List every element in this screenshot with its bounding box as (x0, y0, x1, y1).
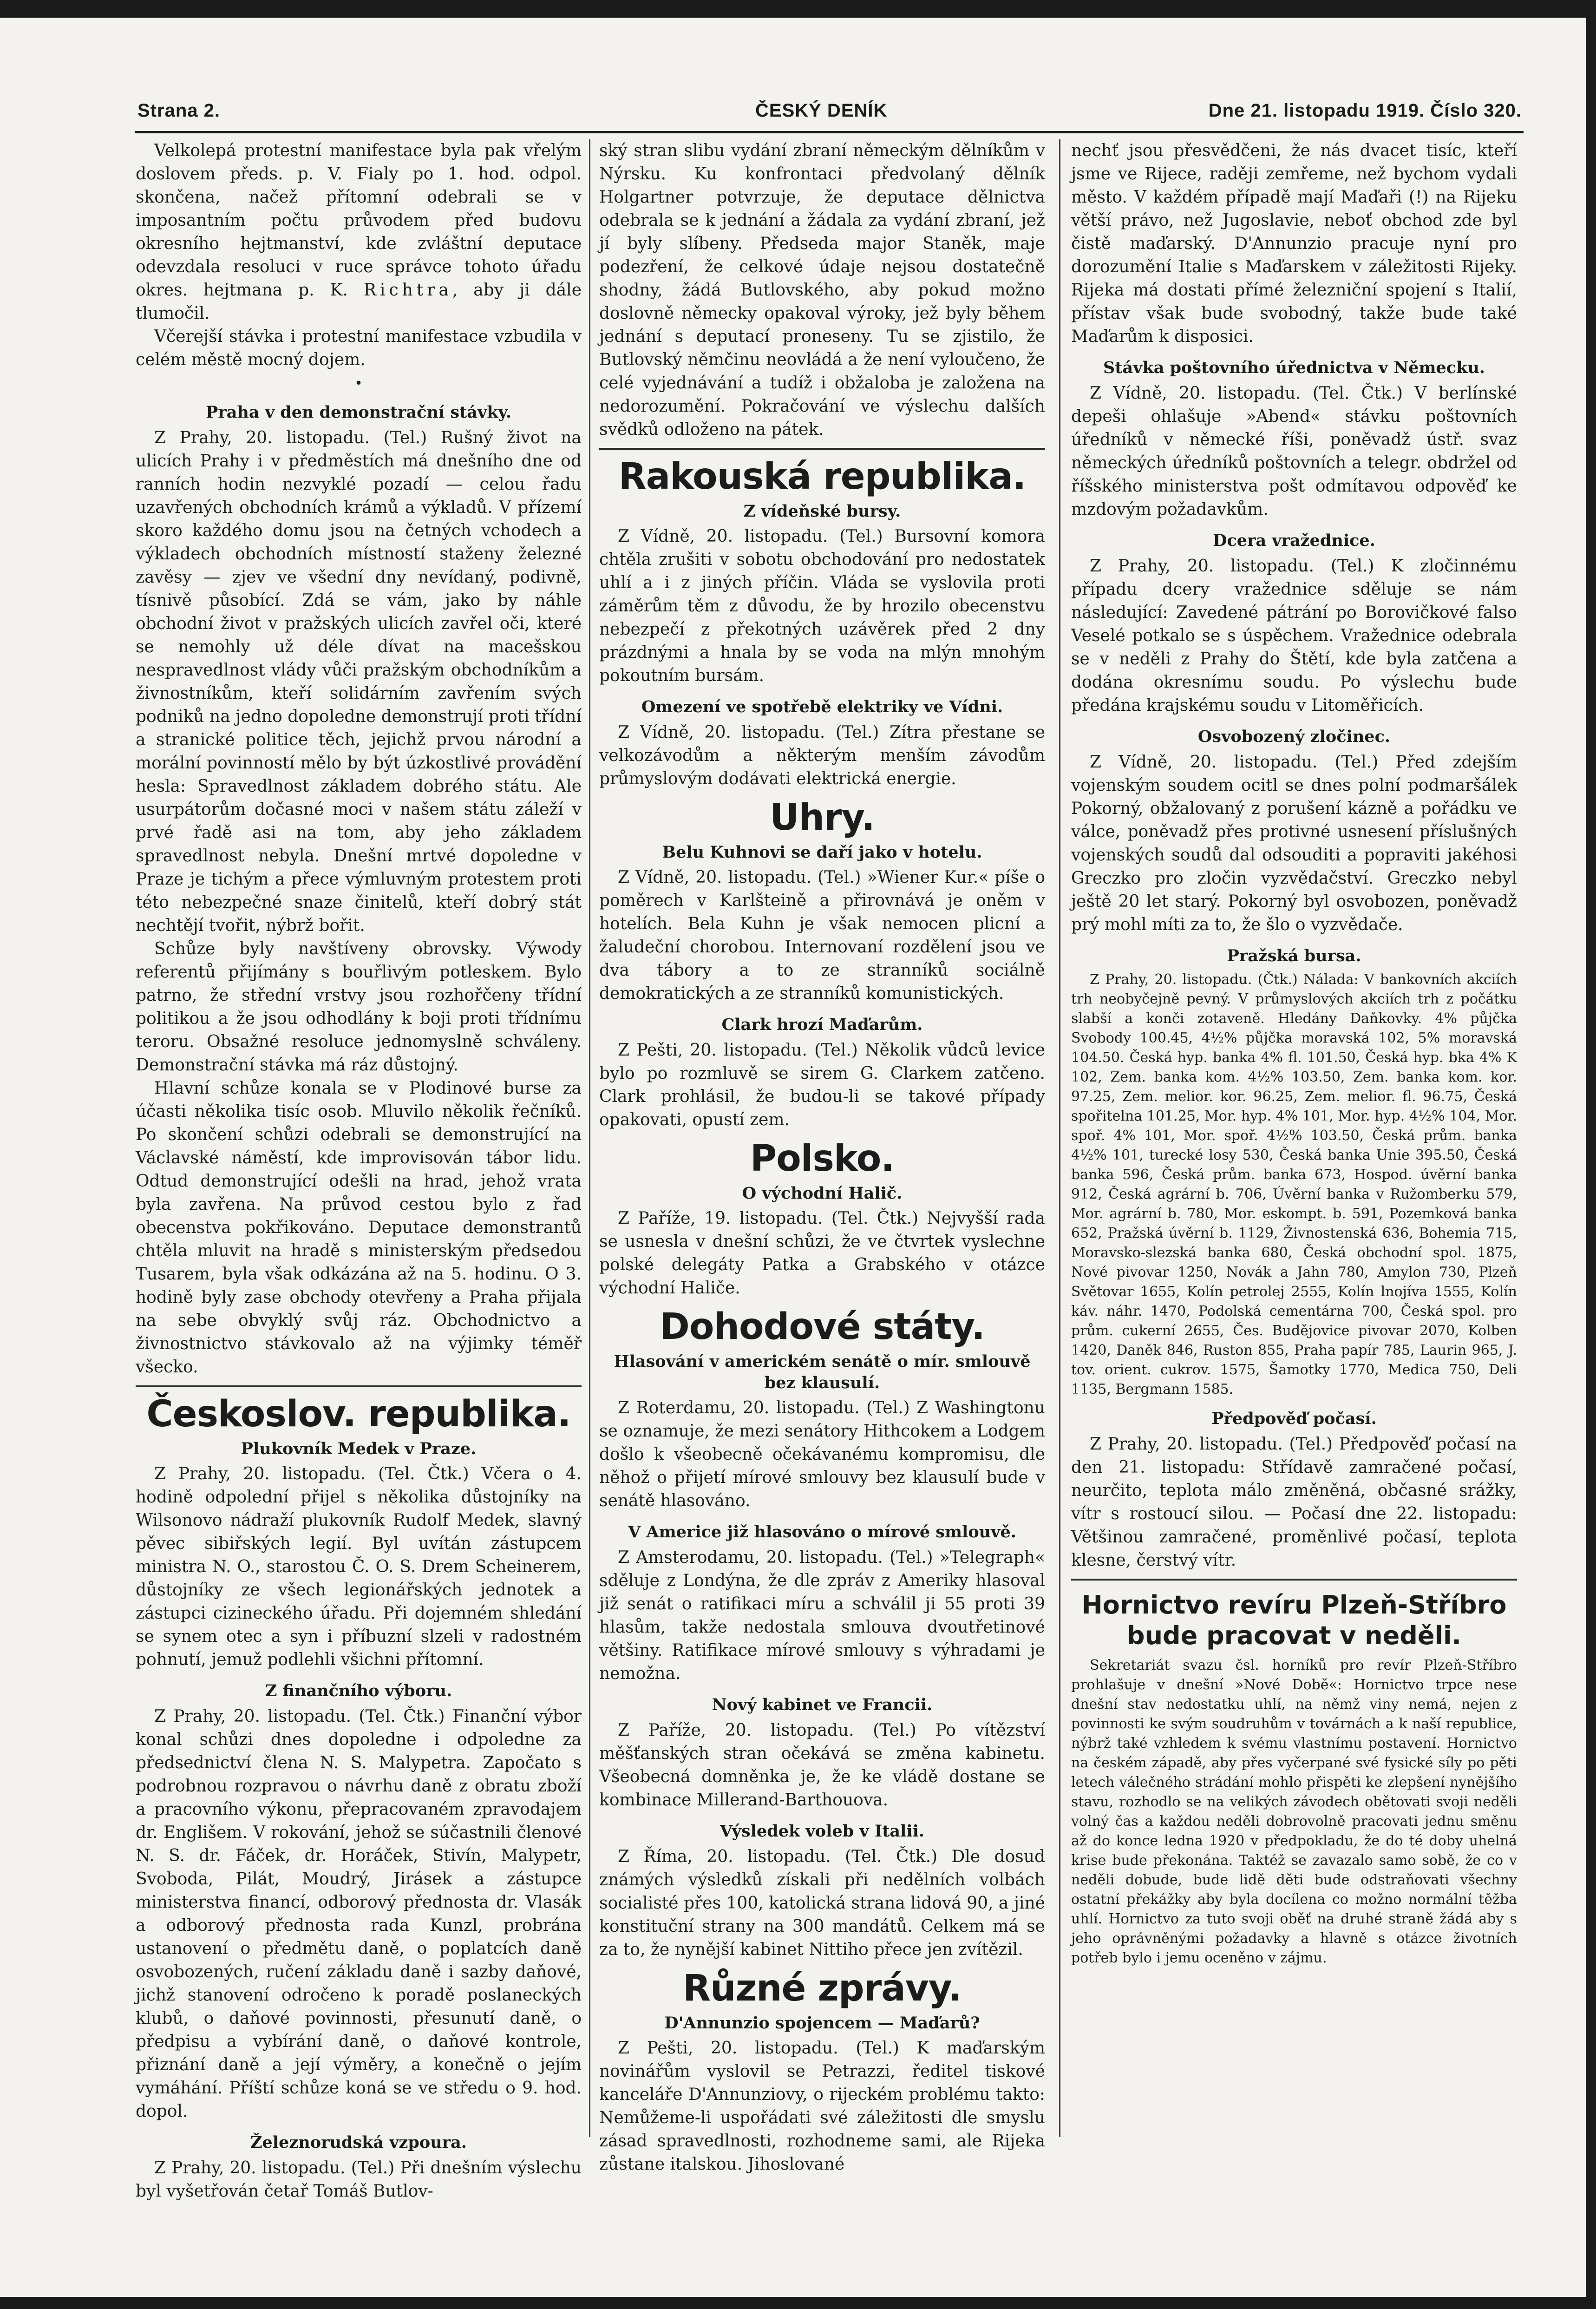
headline-medek: Plukovník Medek v Praze. (241, 1439, 477, 1458)
section-title-rakouska-republika: Rakouská republika. (618, 456, 1026, 498)
section-title-polsko: Polsko. (750, 1138, 894, 1180)
column-1 (136, 139, 582, 2203)
section-title-dohodove-staty: Dohodové státy. (660, 1306, 985, 1348)
article-paragraph: ský stran slibu vydání zbraní německým dělníkům v Nýrsku. Ku konfrontaci předvolaný dělník Holgartner potvrzuje, že deputace dělnictva odebrala se k jednání a žádala za vydání zbraní, jež jí byly slíbeny. Předseda major Staněk, maje podezření, že celkové údaje nejsou dostatečně shodny, žádá Butlovského, aby pokud možno doslovně německy opakoval výroky, jež byly během jednání s deputací proneseny. Tu se zjistilo, že Butlovský němčinu neovládá a že není vyloučeno, že celé vyjednávání a tudíž i obžaloba je založena na nedorozumění. Pokračování ve výslechu dalších svědků odloženo na pátek. (599, 141, 1045, 439)
headline-predpoved-pocasi: Předpověď počasí. (1211, 1409, 1377, 1428)
section-title-ceskoslov-republika: Českoslov. republika. (146, 1393, 571, 1435)
headline-volby-italie: Výsledek voleb v Italii. (720, 1822, 925, 1841)
article-paragraph: Z Prahy, 20. listopadu. (Tel.) Rušný život na ulicích Prahy i v předměstích má dnešního dne od ranních hodin nezvyklé pozadí — celou řadu uzavřených obchodních krámů a výkladů. V přízemí skoro každého domu jsou na četných vchodech a výkladech obchodních místností staženy železné zavěsy — zjev ve všední dny nevídaný, podivně, tísnivě působící. Zdá se vám, jako by náhle obchodní život v pražských ulicích zavřel oči, které se nemohly už déle dívat na macešskou nespravedlnost vlády vůči pražským obchodníkům a živnostníkům, kteří solidárním zavřením svých podniků na jedno dopoledne demonstrují proti třídní a stranické politice těch, jejichž prvou národní a morální povinností mělo by být úzkostlivé provádění hesla: Spravedlnost základem dobrého státu. Ale usurpátorům dočasné moci v našem státu záleží v prvé řadě asi na tom, aby jeho základem spravedlnost nebyla. Dnešní mrtvé dopoledne v Praze je tichým a přece výmluvným protestem proti této nebezpečné snaze činitelů, kteří dobrý stát nechtějí tvořit, nýbrž bořit. (136, 428, 582, 935)
headline-financni-vybor: Z finančního výboru. (265, 1681, 452, 1700)
headline-videnska-bursa: Z vídeňské bursy. (743, 502, 901, 521)
article-paragraph: Z Pešti, 20. listopadu. (Tel.) Několik vůdců levice bylo po rozmluvě se sirem G. Clarkem zatčeno. Clark prohlásil, že budou-li se takové případy opakovati, opustí zem. (599, 1041, 1045, 1129)
headline-hlasovani-senat: Hlasování v americkém senátě o mír. smlouvě bez klausulí. (614, 1352, 1031, 1392)
article-paragraph: Z Prahy, 20. listopadu. (Tel. Čtk.) Včera o 4. hodině odpolední přijel s několika důstojníky na Wilsonovo nádraží plukovník Rudolf Medek, slavný pěvec sibiřských legií. Byl uvítán zástupcem ministra N. O., starostou Č. O. S. Drem Scheinerem, důstojníky ze všech legionářských jednotek a zástupci cizineckého úřadu. Při dojemném shledání se synem otec a syn i příbuzní slzeli v radostném pohnutí, jemuž podlehli všichni přítomní. (136, 1464, 582, 1669)
section-title-ruzne-zpravy: Různé zprávy. (682, 1968, 962, 2009)
article-paragraph: Z Paříže, 19. listopadu. (Tel. Čtk.) Nejvyšší rada se usnesla v dnešní schůzi, že ve čtvrtek vyslechne polské delegáty Patka a Grabského v otázce východní Haliče. (599, 1209, 1045, 1298)
article-paragraph: Z Pešti, 20. listopadu. (Tel.) K maďarským novinářům vyslovil se Petrazzi, ředitel tiskové kanceláře D'Annunziovy, o rijeckém problému takto: Nemůžeme-li uspořádati své záležitosti dle smyslu zásad spravedlnosti, rozhodneme sami, ale Rijeka zůstane italskou. Jihoslované (599, 2039, 1045, 2174)
headline-dannunzio: D'Annunzio spojencem — Maďarů? (664, 2014, 980, 2033)
header-rule (135, 131, 1524, 133)
headline-omezeni-elektriky: Omezení ve spotřebě elektriky ve Vídni. (641, 697, 1003, 716)
issue-date: Dne 21. listopadu 1919. Číslo 320. (1208, 100, 1522, 121)
article-paragraph: Z Říma, 20. listopadu. (Tel. Čtk.) Dle dosud známých výsledků získali při nedělních volbách socialisté přes 100, katolická strana lidová 90, a jiné konstituční strany na 300 mandátů. Celkem má se za to, že nynější kabinet Nittiho přece jen zvítězil. (599, 1847, 1045, 1959)
article-paragraph: Z Prahy, 20. listopadu. (Tel.) K zločinnému případu dcery vražednice sděluje se nám následující: Zavedené pátrání po Borovičkové falso Veselé potkalo se s úspěchem. Vražednice odebrala se v neděli z Prahy do Štětí, kde byla zatčena a dodána okresnímu soudu. Po výslechu bude předána krajskému soudu v Litoměřicích. (1071, 557, 1517, 715)
headline-prazska-bursa: Pražská bursa. (1227, 946, 1361, 965)
column-divider-1 (589, 139, 590, 2137)
headline-dcera-vrazednice: Dcera vražednice. (1213, 531, 1375, 550)
section-rule (599, 448, 1045, 450)
article-paragraph: Z Prahy, 20. listopadu. (Tel.) Předpověď počasí na den 21. listopadu: Střídavě zamračené počasí, neurčito, teplota málo změněná, občasné srážky, vítr s rostoucí silou. — Počasí dne 22. listopadu: Většinou zamračené, proměnlivé počasí, teplota klesne, čerstvý vítr. (1071, 1435, 1517, 1570)
section-title-uhry: Uhry. (770, 797, 875, 839)
headline-bela-kuhn: Belu Kuhnovi se daří jako v hotelu. (662, 843, 982, 862)
scan-edge-top (0, 0, 1596, 18)
headline-amerika-hlasovano: V Americe již hlasováno o mírové smlouvě. (628, 1522, 1016, 1542)
article-paragraph: Z Prahy, 20. listopadu. (Tel.) Při dnešním výslechu byl vyšetřován četař Tomáš Butlov- (136, 2158, 582, 2201)
article-paragraph: nechť jsou přesvědčeni, že nás dvacet tisíc, kteří jsme ve Rijece, raději zemřeme, než bychom vydali město. V každém případě mají Maďaři (!) na Rijeku větší právo, než Jugoslavie, neboť obchod zde byl čistě maďarský. D'Annunzio pracuje nyní pro dorozumění Italie s Maďarskem v záležitosti Rijeky. Rijeka má dostati přímé železniční spojení s Italií, přístav však bude svobodný, takže bude také Maďarům k disposici. (1071, 141, 1517, 346)
article-paragraph: Z Vídně, 20. listopadu. (Tel. Čtk.) V berlínské depeši ohlašuje »Abend« stávku poštovních úředníků v německé říši, poněvadž ústř. svaz německých úředníků poštovních a telegr. obdržel od říšského ministerstva pošt odmítavou odpověď ke mzdovým požadavkům. (1071, 384, 1517, 519)
column-divider-2 (1059, 139, 1060, 2137)
article-paragraph: Z Vídně, 20. listopadu. (Tel.) Zítra přestane se velkozávodům a některým menším závodům průmyslovým dodávati elektrická energie. (599, 723, 1045, 788)
headline-praha-stavka: Praha v den demonstrační stávky. (205, 403, 512, 422)
article-paragraph: Z Prahy, 20. listopadu. (Čtk.) Nálada: V bankovních akciích trh neobyčejně pevný. V průmyslových akciích trh z počátku slabší a konči zotaveně. Hledány Daňkovky. 4% půjčka Svobody 100.45, 4½% půjčka moravská 102, 5% moravská 104.50. Česká hyp. banka 4% fl. 101.50, Česká hyp. bka 4% K 102, Zem. banka kom. 4½% 103.50, Zem. banka kom. kor. 97.25, Zem. melior. kor. 96.25, Zem. melior. fl. 96.75, Česká spořitelna 101.25, Mor. hyp. 4% 101, Mor. hyp. 4½% 104, Mor. spoř. 4% 101, Mor. spoř. 4½% 103.50, Česká prům. banka 4½% 101, turecké losy 530, Česká banka Unie 395.50, Česká banka 596, Česká prům. banka 673, Hospod. úvěrní banka 912, Česká agrární b. 706, Úvěrní banka v Ružomberku 579, Mor. agrární b. 780, Mor. eskompt. b. 591, Pozemková banka 652, Pražská úvěrní b. 1129, Živnostenská 636, Bohemia 715, Moravsko-slezská banka 680, Česká obchodní spol. 1875, Nové pivovar 1250, Novák a Jahn 780, Amylon 730, Plzeň Světovar 1655, Kolín petrolej 2555, Kolín lnojíva 1555, Kolín káv. náhr. 1470, Podolská cementárna 700, Česká spol. pro prům. cukerní 2655, Čes. Budějovice pivovar 2070, Kolben 1420, Daněk 846, Ruston 855, Praha papír 785, Laurin 965, J. tov. orient. cukrov. 1575, Šamotky 1770, Medica 750, Deli 1135, Bergmann 1585. (1071, 971, 1517, 1397)
headline-stavka-postovniho: Stávka poštovního úřednictva v Německu. (1103, 358, 1485, 377)
headline-osvobozeny-zlocinec: Osvobozený zločinec. (1197, 727, 1391, 746)
article-paragraph: Včerejší stávka i protestní manifestace vzbudila v celém městě mocný dojem. (136, 327, 582, 369)
article-paragraph: Hlavní schůze konala se v Plodinové burse za účasti několika tisíc osob. Mluvilo několik řečníků. Po skončení schůzi odebrali se demonstrující na Václavské náměstí, kde improvisován tábor lidu. Odtud demonstrující odešli na hrad, jehož vrata byla zavřena. Na průvod cestou bylo z řad obecenstva pokřikováno. Deputace demonstrantů chtěla mluvit na hradě s ministerským předsedou Tusarem, byla však odkázána až na 5. hodinu. O 3. hodině byly zase obchody otevřeny a Praha přijala na sebe obvyklý svůj ráz. Obchodnictvo a živnostnictvo stávkovalo až na výjimky téměř všecko. (136, 1079, 582, 1377)
headline-hornictvo: Hornictvo revíru Plzeň-Stříbro bude pracovat v neděli. (1081, 1590, 1507, 1650)
article-paragraph: Z Vídně, 20. listopadu. (Tel.) »Wiener Kur.« píše o poměrech v Karlšteině a přirovnává je oněm v hotelích. Bela Kuhn je však nemocen plicní a žaludeční chorobou. Internovaní rozdělení jsou ve dva tábory a to ze stranníků sociálně demokratických a ze stranníků komunistických. (599, 868, 1045, 1003)
article-paragraph: Schůze byly navštíveny obrovsky. Výwody referentů přijímány s bouřlivým potleskem. Bylo patrno, že střední vrstvy jsou rozhořčeny třídní politikou a že jsou odhodlány k boji proti třídnímu teroru. Obsažné resoluce jednomyslně schváleny. Demonstrační stávka má ráz důstojný. (136, 939, 582, 1075)
running-head (137, 100, 1522, 128)
article-paragraph: Z Vídně, 20. listopadu. (Tel.) Před zdejším vojenským soudem ocitl se dnes polní podmaršálek Pokorný, obžalovaný z porušení kázně a pořádku ve válce, poněvadž přes protivné usnesení příslušných vojenských soudů dal odsouditi a popraviti jakéhosi Greczko pro zločin vyzvědačství. Greczko nebyl ještě 20 let starý. Pokorný byl osvobozen, poněvadž prý mohl míti za to, že šlo o vyzvědače. (1071, 753, 1517, 934)
scan-edge-right (1586, 0, 1596, 2309)
section-rule (136, 1385, 582, 1387)
headline-vychodni-halic: O východní Halič. (742, 1184, 903, 1203)
article-paragraph: Z Amsterodamu, 20. listopadu. (Tel.) »Telegraph« sděluje z Londýna, že dle zpráv z Ameriky hlasoval již senát o ratifikaci míru a schválil ji 55 proti 39 hlasům, takže nedostala smlouva dvoutřetinové většiny. Ratifikace mírové smlouvy s výhradami je nemožna. (599, 1548, 1045, 1683)
article-paragraph: Z Roterdamu, 20. listopadu. (Tel.) Z Washingtonu se oznamuje, že mezi senátory Hithcokem a Lodgem došlo k všeobecně očekávanému kompromisu, dle něhož o přijetí mírové smlouvy bez klausulí bude v senátě hlasováno. (599, 1398, 1045, 1510)
column-2 (599, 139, 1045, 2176)
article-paragraph: Z Prahy, 20. listopadu. (Tel. Čtk.) Finanční výbor konal schůzi dnes dopoledne i odpoledne za předsednictví člena N. S. Malypetra. Započato s podrobnou rozpravou o návrhu daně z obratu zboží a pracovního výkonu, přepracovaném zpravodajem dr. Englišem. V rokování, jehož se súčastnili členové N. S. dr. Fáček, dr. Horáček, Stivín, Malypetr, Svoboda, Pilát, Moudrý, Jirásek a zástupce ministerstva financí, odborový přednosta dr. Vlasák a odborový přednosta rada Kunzl, probrána ustanovení o předmětu daně, o poplatcích daně osvobozených, ručení základu daně i sazby daňové, jichž stanovení odročeno k poradě poslaneckých klubů, o daňové povinnosti, přesunutí daně, o předpisu a vybírání daně, o daňové kontrole, přiznání daně a její výměry, a konečně o jejím vymáhání. Příští schůze koná se ve středu o 9. hod. dopol. (136, 1707, 582, 2121)
article-paragraph: Sekretariát svazu čsl. horníků pro revír Plzeň-Stříbro prohlašuje v dnešní »Nové Době«: Hornictvo trpce nese dnešní stav nedostatku uhlí, na němž viny nemá, nejen z povinnosti ke svým soudruhům v továrnách a k naší republice, nýbrž také vzhledem k svému vlastnímu postavení. Hornictvo na českém západě, aby přes vyčerpané své fysické síly po pěti letech válečného strádání mohlo přispěti ke zlepšení nynějšího stavu, rozhodlo se na velikých závodech obětovati svoji neděli volný čas a každou neděli dobrovolně pracovati jednu směnu až do konce ledna 1920 v předpokladu, že do té doby uhelná krise bude překonána. Taktéž se zavazalo samo sobě, že co v neděli dobude, bude lidě děti bude odstraňovati všechny ostatní překážky aby byla docílena co možno normální těžba uhlí. Hornictvo za tuto svoji oběť na druhé straně žádá aby s jeho oprávněnými požadavky a hlavně s otázce životních potřeb bylo i jemu oceněno v zájmu. (1071, 1657, 1517, 1966)
page-number: Strana 2. (137, 100, 220, 121)
article-paragraph: Z Vídně, 20. listopadu. (Tel.) Bursovní komora chtěla zrušiti v sobotu obchodování pro nedostatek uhlí a i z jiných příčin. Vláda se vyslovila proti záměrům těm z důvodu, že by hrozilo obecenstvu nebezpečí z překotných uzávěrek před 2 dny prázdnými a hnala by se voda na mlýn mnohým pokoutním bursám. (599, 527, 1045, 685)
scan-edge-bottom (0, 2297, 1596, 2309)
section-separator: • (354, 375, 363, 392)
masthead-title: ČESKÝ DENÍK (755, 100, 888, 121)
article-paragraph: Velkolepá protestní manifestace byla pak vřelým doslovem předs. p. V. Fialy po 1. hod. odpol. skončena, načež přítomní odebrali se v imposantním počtu průvodem před budovu okresního hejtmanství, kde zvláštní deputace odevzdala resoluci v ruce správce tohoto úřadu okres. hejtmana p. K. Richtra, aby ji dále tlumočil. (136, 141, 582, 323)
headline-zeleznorudska-vzpoura: Železnorudská vzpoura. (250, 2133, 467, 2152)
section-rule (1071, 1579, 1517, 1581)
article-paragraph: Z Paříže, 20. listopadu. (Tel.) Po vítězství měšťanských stran očekává se změna kabinetu. Všeobecná domněnka je, že ke vládě dostane se kombinace Millerand-Barthouova. (599, 1721, 1045, 1810)
headline-clark: Clark hrozí Maďarům. (721, 1015, 923, 1034)
surname-richtr: Richtra (363, 281, 452, 300)
column-3 (1071, 139, 1517, 1968)
headline-novy-kabinet: Nový kabinet ve Francii. (712, 1695, 933, 1714)
